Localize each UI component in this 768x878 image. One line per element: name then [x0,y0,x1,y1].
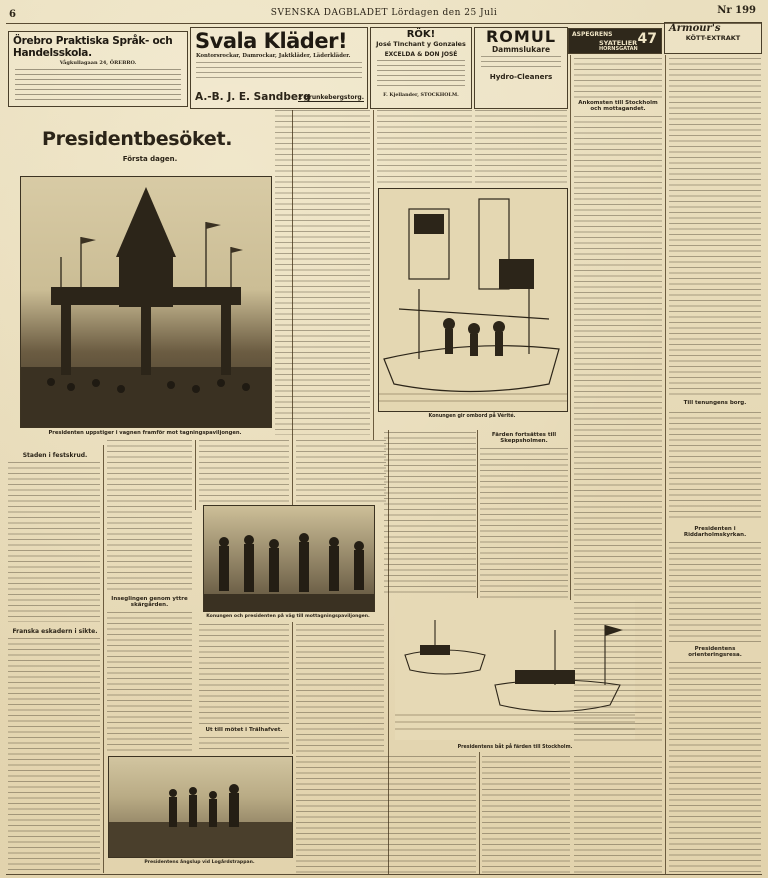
column-text-23 [574,602,662,742]
main-headline: Presidentbesöket. [42,128,233,150]
rok-ad-title: RÖK! [406,29,436,40]
column-text-19 [669,58,761,398]
svala-ad-fineprint [196,62,362,78]
aspegrens-ad-street: HORNSGATAN [599,46,638,52]
column-text-8 [377,110,472,185]
column-divider [103,445,104,873]
section-festskrud: Staden i festskrud. [22,452,88,459]
column-text-18 [574,116,662,596]
column-divider [477,430,478,598]
column-divider [373,110,374,440]
svala-ad-text: Kontorsrockar, Damrockar, Jaktkläder, Läderkläder. [196,53,351,59]
aspegrens-ad-mid: SYATELIER [599,39,638,47]
rok-ad [370,27,472,109]
column-text-24 [574,756,662,874]
column-text-21 [669,542,761,642]
column-text-4 [107,612,192,752]
column-text-10 [199,624,289,724]
pavilion-illustration [21,177,271,427]
column-text-5 [199,440,289,504]
rok-ad-pricelist [377,60,465,90]
column-text-16 [482,756,570,874]
svala-ad-company: A.-B. J. E. Sandberg [195,91,311,103]
procession-photo [203,505,375,612]
romul-ad-sub: Dammslukare [491,45,551,54]
section-eskader: Franska eskadern i sikte. [12,628,98,635]
school-ad-address: Vågkullagaan 24, ÖREBRO. [59,60,137,66]
rok-ad-brand: José Tinchant y Gonzales [376,40,466,48]
column-divider [570,55,571,600]
boats-caption: Presidentens båt på färden till Stockholm. [457,745,573,750]
harbour-photo [108,756,293,858]
section-orienteringsresa: Presidentens orienteringsresa. [688,646,742,658]
section-skeppsholmen: Färden fortsättes till Skeppsholmen. [491,432,557,444]
aspegrens-ad-number: 47 [637,31,657,47]
ship-caption: Konungen gir ombord på Vérité. [428,414,516,419]
armours-ad-sub: KÖTT-EXTRAKT [685,34,741,42]
column-text-20 [669,412,761,522]
column-text-15 [384,756,476,874]
section-riddarholmskyrkan: Presidenten i Riddarholmskyrkan. [683,526,747,538]
column-text-2 [8,638,100,872]
aspegrens-ad-title: ASPEGRENS [572,31,613,38]
svala-ad-title: Svala Kläder! [195,29,348,53]
section-inseglingen: Inseglingen genom yttre skärgården. [111,596,188,608]
romul-ad-product: Hydro-Cleaners [489,72,553,81]
svala-ad-address: 2 Brunkebergstorg. [298,94,364,101]
column-text-17 [574,58,662,98]
column-text-11 [199,737,289,751]
column-divider [195,440,196,510]
romul-ad [474,27,568,109]
romul-ad-title: ROMUL [485,27,557,46]
column-text-1 [8,462,100,622]
rok-ad-agent: F. Kjellander, STOCKHOLM. [383,92,459,98]
issue-number: Nr 199 [717,5,756,16]
section-ankomsten: Ankomsten till Stockholm och mottagandet. [578,100,658,112]
aspegrens-ad [568,28,662,54]
ship-illustration [379,189,567,411]
column-text-13 [384,432,476,597]
column-divider [479,752,480,874]
romul-ad-fineprint [481,56,561,70]
page-header [0,0,768,22]
column-divider [665,55,666,875]
rok-ad-product: EXCELDA & DON JOSÉ [384,51,458,58]
pavilion-photo [20,176,272,428]
column-text-3 [107,440,192,590]
procession-caption: Konungen och presidenten på väg till mottagningspaviljongen. [206,614,370,619]
school-ad [8,31,188,107]
column-text-22 [669,662,761,872]
paper-dateline: SVENSKA DAGBLADET Lördagen den 25 Juli [270,8,498,18]
column-divider [292,622,293,754]
page-number: 6 [9,9,16,20]
armours-ad [664,22,762,54]
pavilion-caption: Presidenten uppstiger i vagnen framför mot tagningspaviljongen. [48,430,242,436]
column-text-7 [275,110,370,435]
school-ad-title: Örebro Praktiska Språk- och Handelsskola. [13,35,173,59]
footer-rule [6,874,762,875]
armours-ad-title: Armour's [669,23,721,34]
svala-ad [190,27,368,109]
column-text-9 [475,110,567,185]
harbour-illustration [109,757,292,857]
header-rule [6,23,762,24]
ship-drawing [378,188,568,412]
column-text-6 [296,440,386,504]
column-text-14 [480,448,568,598]
procession-illustration [204,506,374,611]
section-tenungens-borg: Till tenungens borg. [683,400,747,406]
column-text-12 [296,624,384,874]
main-subhead: Första dagen. [122,155,178,163]
section-tralhafvet: Ut till mötet i Trälhafvet. [205,727,283,733]
harbour-caption: Presidentens ångslup vid Logårdstrappan. [144,860,255,865]
school-ad-fineprint [15,69,181,101]
